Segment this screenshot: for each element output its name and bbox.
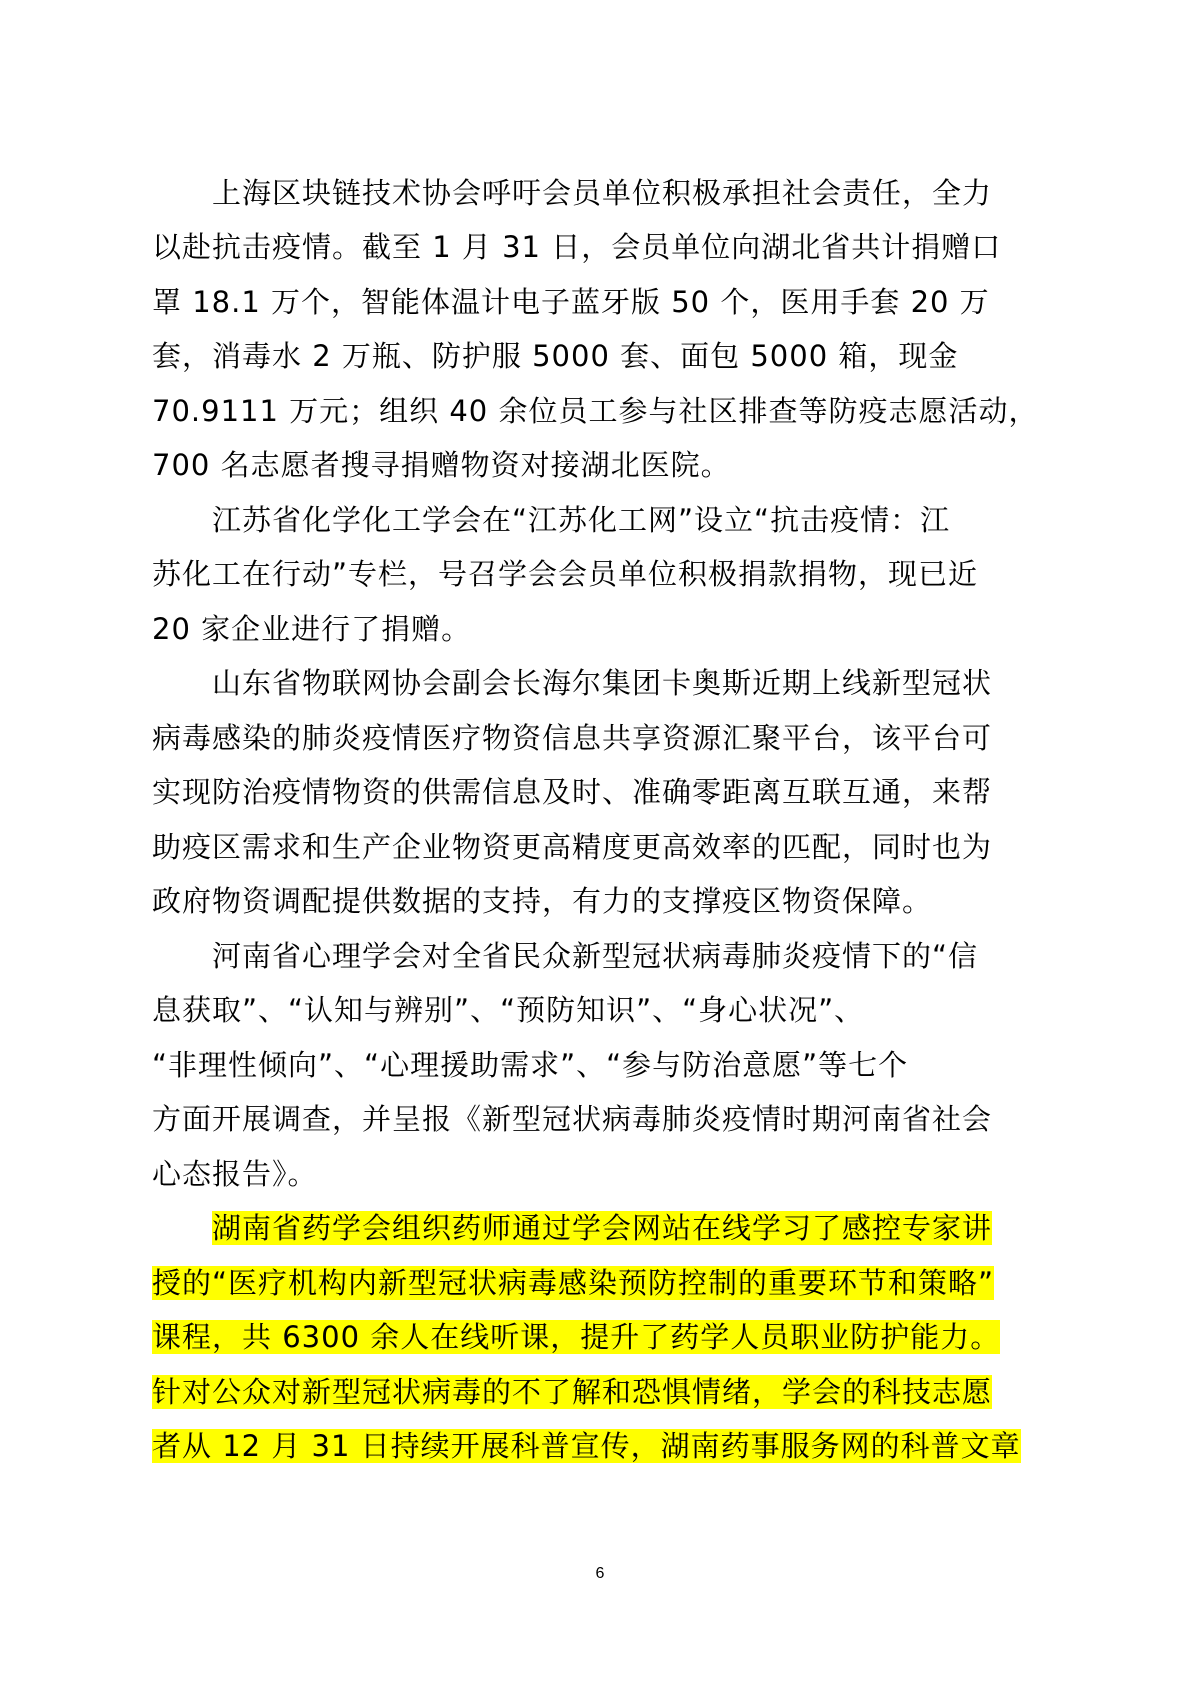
text-line: 政府物资调配提供数据的支持，有力的支撑疫区物资保障。 (152, 884, 933, 918)
highlighted-line (152, 1368, 992, 1416)
text-line: 心态报告》。 (152, 1157, 318, 1191)
highlighted-line (152, 1259, 994, 1307)
text-line: 20 家企业进行了捐赠。 (152, 612, 472, 646)
text-line: 河南省心理学会对全省民众新型冠状病毒肺炎疫情下的“信 (152, 939, 979, 973)
text-line: 苏化工在行动”专栏，号召学会会员单位积极捐款捐物，现已近 (152, 557, 979, 591)
text-line: 病毒感染的肺炎疫情医疗物资信息共享资源汇聚平台，该平台可 (152, 721, 993, 755)
indent (152, 1211, 212, 1245)
text-line: 上海区块链技术协会呼吁会员单位积极承担社会责任，全力 (152, 176, 993, 210)
highlighted-text: 课程，共 6300 余人在线听课，提升了药学人员职业防护能力。 (152, 1320, 1001, 1354)
text-line: 助疫区需求和生产企业物资更高精度更高效率的匹配，同时也为 (152, 830, 993, 864)
text-line: 以赴抗击疫情。截至 1 月 31 日，会员单位向湖北省共计捐赠口 (152, 230, 1002, 264)
page-number: 6 (595, 1565, 605, 1582)
text-line: 套，消毒水 2 万瓶、防护服 5000 套、面包 5000 箱，现金 (152, 339, 959, 373)
text-line: 罩 18.1 万个，智能体温计电子蓝牙版 50 个，医用手套 20 万 (152, 285, 990, 319)
highlighted-text: 湖南省药学会组织药师通过学会网站在线学习了感控专家讲 (212, 1211, 993, 1245)
text-line: 70.9111 万元；组织 40 余位员工参与社区排查等防疫志愿活动， (152, 394, 1039, 428)
text-line: 700 名志愿者搜寻捐赠物资对接湖北医院。 (152, 448, 731, 482)
text-line: “非理性倾向”、“心理援助需求”、“参与防治意愿”等七个 (152, 1048, 909, 1082)
text-line: 方面开展调查，并呈报《新型冠状病毒肺炎疫情时期河南省社会 (152, 1102, 993, 1136)
highlighted-line (152, 1204, 992, 1252)
highlighted-text: 针对公众对新型冠状病毒的不了解和恐惧情绪，学会的科技志愿 (152, 1375, 993, 1409)
text-line: 山东省物联网协会副会长海尔集团卡奥斯近期上线新型冠状 (152, 666, 993, 700)
text-line: 江苏省化学化工学会在“江苏化工网”设立“抗击疫情：江 (152, 503, 951, 537)
highlighted-text: 授的“医疗机构内新型冠状病毒感染预防控制的重要环节和策略” (152, 1266, 995, 1300)
text-line: 息获取”、“认知与辨别”、“预防知识”、“身心状况”、 (152, 993, 865, 1027)
text-line: 实现防治疫情物资的供需信息及时、准确零距离互联互通，来帮 (152, 775, 993, 809)
highlighted-line (152, 1422, 1021, 1470)
highlighted-line (152, 1313, 1000, 1361)
highlighted-text: 者从 12 月 31 日持续开展科普宣传，湖南药事服务网的科普文章 (152, 1429, 1021, 1463)
